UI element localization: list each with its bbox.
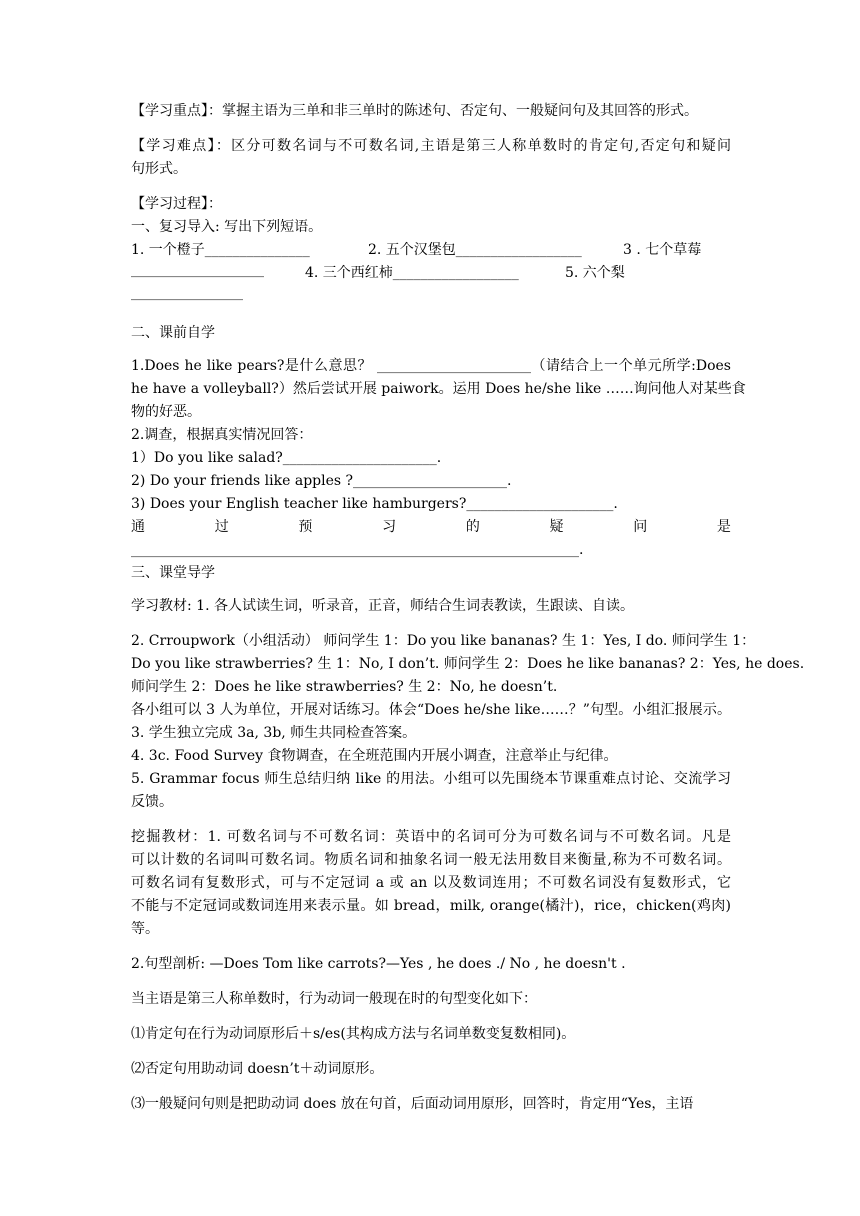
preview-char: 习	[382, 519, 397, 535]
phrase-row	[131, 285, 731, 308]
section1-heading: 一、复习导入: 写出下列短语。	[131, 219, 323, 235]
preview-blank: ________________________________________________________________.	[131, 542, 584, 558]
phrase-row	[131, 262, 731, 285]
dig-line: 可以计数的名词叫可数名词。物质名词和抽象名词一般无法用数目来衡量,称为不可数名词。	[131, 852, 731, 868]
phrase-item: 3 . 七个草莓	[623, 242, 702, 258]
rule-intro: 当主语是第三人称单数时，行为动词一般现在时的句型变化如下：	[131, 991, 537, 1007]
preview-char: 过	[214, 519, 229, 535]
survey-item: 2) Do your friends like apples ?______________________.	[131, 473, 512, 489]
dig-textbook-block	[131, 826, 731, 941]
groupwork-line: Do you like strawberries? 生 1：No, I don’t. 师问学生 2：Does he like bananas? 2：Yes, he does.	[131, 656, 805, 672]
preview-char: 预	[298, 519, 313, 535]
preview-char: 是	[716, 519, 731, 535]
q1-line: 1.Does he like pears?是什么意思？ ______________________（请结合上一个单元所学:Does	[131, 358, 731, 374]
groupwork-line: 3. 学生独立完成 3a, 3b, 师生共同检查答案。	[131, 725, 417, 741]
groupwork-block	[131, 630, 805, 814]
worksheet-page	[131, 100, 805, 1116]
difficulty-line: 【学习难点】：区分可数名词与不可数名词,主语是第三人称单数时的肯定句,否定句和疑问	[131, 138, 731, 154]
dig-line: 等。	[131, 921, 159, 937]
survey-item: 3) Does your English teacher like hamburgers?_____________________.	[131, 496, 618, 512]
phrase-item: ___________________	[131, 262, 264, 278]
phrase-item: 1. 一个橙子_______________	[131, 242, 310, 258]
learning-difficulty	[131, 135, 731, 181]
difficulty-line: 句形式。	[131, 161, 187, 177]
phrase-row	[131, 239, 731, 262]
survey-heading: 2.调查，根据真实情况回答：	[131, 427, 313, 443]
rule-affirmative: ⑴肯定句在行为动词原形后＋s/es(其构成方法与名词单数变复数相同)。	[131, 1026, 576, 1042]
dig-line: 挖掘教材：1. 可数名词与不可数名词：英语中的名词可分为可数名词与不可数名词。凡是	[131, 829, 731, 845]
self-study-q1	[131, 355, 746, 424]
rule-negative: ⑵否定句用助动词 doesn’t＋动词原形。	[131, 1061, 384, 1077]
rule-question: ⑶一般疑问句则是把助动词 does 放在句首，后面动词用原形，回答时，肯定用“Yes，主语	[131, 1096, 694, 1112]
phrase-item: ________________	[131, 285, 243, 301]
phrase-item: 2. 五个汉堡包__________________	[368, 242, 582, 258]
groupwork-line: 各小组可以 3 人为单位，开展对话练习。体会“Does he/she like……？”句型。小组汇报展示。	[131, 702, 731, 718]
sentence-analysis: 2.句型剖析: —Does Tom like carrots?—Yes , he does ./ No , he doesn't .	[131, 956, 626, 972]
groupwork-line: 5. Grammar focus 师生总结归纳 like 的用法。小组可以先围绕本节课重难点讨论、交流学习	[131, 771, 731, 787]
preview-question-row	[131, 516, 731, 539]
process-title: 【学习过程】：	[131, 196, 222, 212]
groupwork-line: 4. 3c. Food Survey 食物调查，在全班范围内开展小调查，注意举止与纪律。	[131, 748, 618, 764]
phrase-item: 5. 六个梨	[565, 265, 625, 281]
groupwork-line: 2. Crroupwork（小组活动） 师问学生 1：Do you like bananas? 生 1：Yes, I do. 师问学生 1：	[131, 633, 756, 649]
groupwork-line: 反馈。	[131, 794, 173, 810]
preview-char: 问	[633, 519, 648, 535]
learning-focus: 【学习重点】：掌握主语为三单和非三单时的陈述句、否定句、一般疑问句及其回答的形式。	[131, 103, 698, 119]
section2-heading: 二、课前自学	[131, 325, 215, 341]
q1-line: he have a volleyball?）然后尝试开展 paiwork。运用 Does he/she like ……询问他人对某些食	[131, 381, 746, 397]
dig-line: 不能与不定冠词或数词连用来表示量。如 bread，milk, orange(橘汁)，rice，chicken(鸡肉)	[131, 898, 731, 914]
survey-item: 1）Do you like salad?______________________.	[131, 450, 442, 466]
preview-char: 的	[465, 519, 480, 535]
preview-char: 疑	[549, 519, 564, 535]
section3-heading: 三、课堂导学	[131, 565, 215, 581]
study-textbook: 学习教材: 1. 各人试读生词，听录音，正音，师结合生词表教读，生跟读、自读。	[131, 598, 634, 614]
dig-line: 可数名词有复数形式，可与不定冠词 a 或 an 以及数词连用；不可数名词没有复数形式，它	[131, 875, 731, 891]
preview-char: 通	[131, 519, 145, 535]
q1-line: 物的好恶。	[131, 404, 201, 420]
phrase-item: 4. 三个西红柿__________________	[305, 265, 519, 281]
groupwork-line: 师问学生 2：Does he like strawberries? 生 2：No, he doesn’t.	[131, 679, 558, 695]
